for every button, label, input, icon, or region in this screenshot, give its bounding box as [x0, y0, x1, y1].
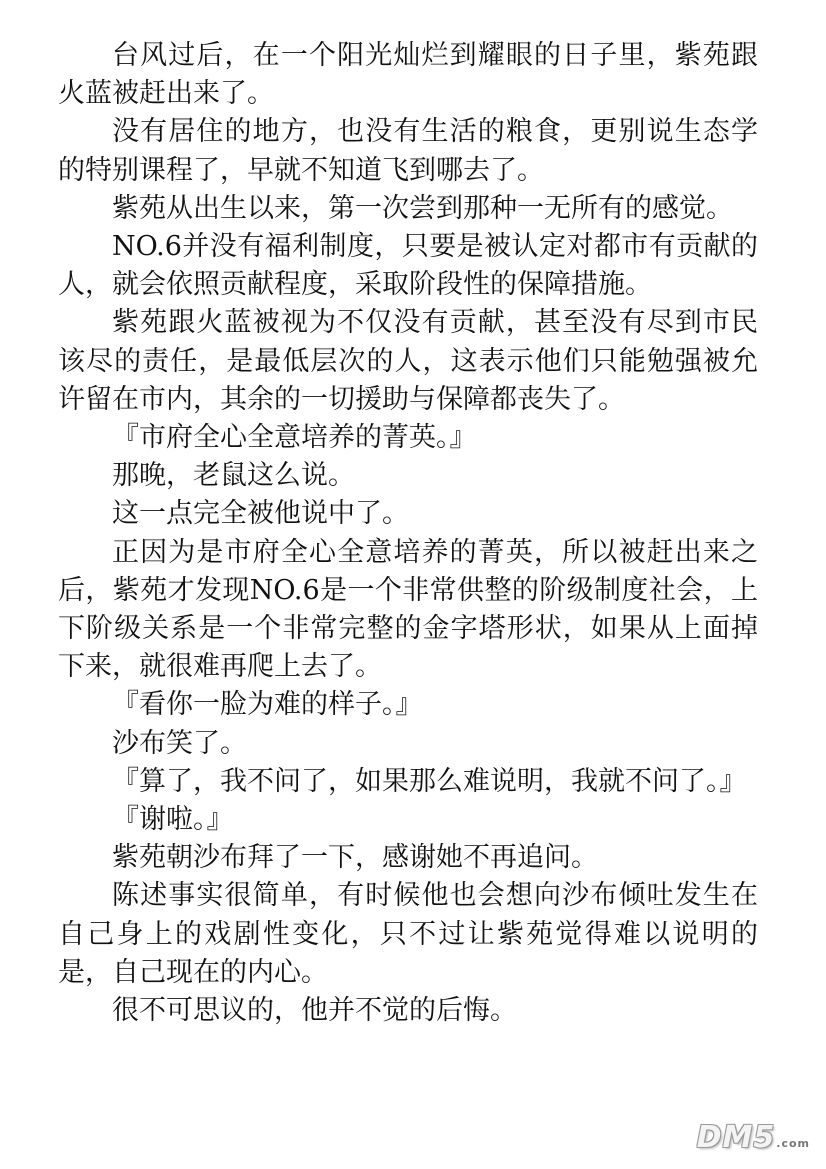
- paragraph: 陈述事实很简单，有时候他也会想向沙布倾吐发生在自己身上的戏剧性变化，只不过让紫苑觉得难以说明的是，自己现在的内心。: [58, 880, 758, 988]
- paragraph: 没有居住的地方，也没有生活的粮食，更别说生态学的特别课程了，早就不知道飞到哪去了。: [58, 116, 758, 186]
- paragraph: NO.6并没有福利制度，只要是被认定对都市有贡献的人，就会依照贡献程度，采取阶段性的保障措施。: [58, 231, 758, 301]
- paragraph: 台风过后，在一个阳光灿烂到耀眼的日子里，紫苑跟火蓝被赶出来了。: [58, 40, 758, 110]
- paragraph: 正因为是市府全心全意培养的菁英，所以被赶出来之后，紫苑才发现NO.6是一个非常供整的阶级制度社会，上下阶级关系是一个非常完整的金字塔形状，如果从上面掉下来，就很难再爬上去了。: [58, 536, 758, 683]
- paragraph: 『算了，我不问了，如果那么难说明，我就不问了。』: [112, 765, 747, 797]
- novel-page-text: [58, 37, 758, 1030]
- paragraph: 『谢啦。』: [112, 804, 234, 836]
- watermark-logo-text: DM5: [696, 1120, 776, 1155]
- paragraph: 紫苑从出生以来，第一次尝到那种一无所有的感觉。: [112, 192, 733, 224]
- dm5-watermark-logo: [697, 1120, 810, 1155]
- paragraph: 『市府全心全意培养的菁英。』: [112, 422, 477, 454]
- watermark-domain-suffix: .com: [776, 1137, 810, 1150]
- paragraph: 『看你一脸为难的样子。』: [112, 689, 423, 721]
- paragraph: 沙布笑了。: [112, 727, 247, 759]
- paragraph: 紫苑朝沙布拜了一下，感谢她不再追问。: [112, 842, 598, 874]
- paragraph: 紫苑跟火蓝被视为不仅没有贡献，甚至没有尽到市民该尽的责任，是最低层次的人，这表示他们只能勉强被允许留在市内，其余的一切援助与保障都丧失了。: [58, 307, 758, 415]
- paragraph: 那晚，老鼠这么说。: [112, 460, 355, 492]
- paragraph: 很不可思议的，他并不觉的后悔。: [112, 995, 517, 1027]
- paragraph: 这一点完全被他说中了。: [112, 498, 409, 530]
